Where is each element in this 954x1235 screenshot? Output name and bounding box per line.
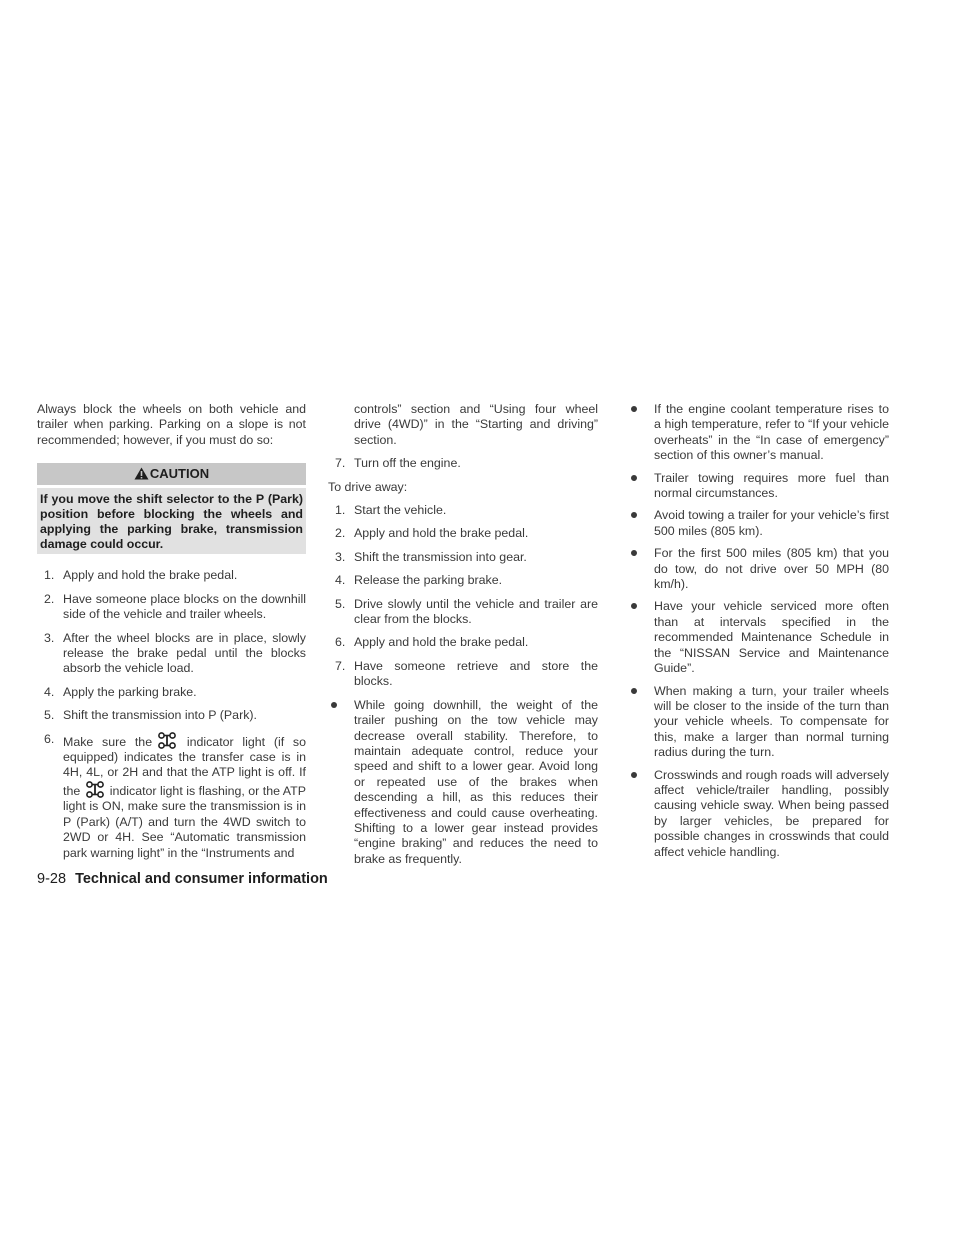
page-footer	[37, 871, 328, 887]
bullet-item: Crosswinds and rough roads will adversely affect vehicle/trailer handling, possibly causing vehicle sway. When being passed by larger vehicles, be prepared for possible changes in crosswinds that could affect vehicle handling.	[628, 768, 889, 860]
bullet-item: While going downhill, the weight of the trailer pushing on the tow vehicle may decrease overall stability. Therefore, to maintain adequate control, reduce your speed and shift to a lower gear. Avoid long or repeated use of the brakes when descending a hill, as this reduces their effectiveness and could cause overheating. Shifting to a lower gear instead provides “engine braking” and reduces the need to brake as frequently.	[328, 698, 598, 867]
list-item: 7. Turn off the engine.	[335, 456, 461, 471]
list-item: 5. Shift the transmission into P (Park).	[44, 708, 257, 723]
page-number: 9-28	[37, 871, 67, 887]
list-item: 2. Apply and hold the brake pedal.	[335, 526, 529, 541]
bullet-item: Have your vehicle serviced more often than at intervals specified in the recommended Maintenance Schedule in the “NISSAN Service and Maintenance Guide”.	[628, 599, 889, 676]
4wd-indicator-icon	[86, 781, 104, 798]
step7-list	[328, 456, 598, 471]
caution-text: If you move the shift selector to the P (Park) position before blocking the wheels and applying the parking brake, transmission damage could occur.	[37, 488, 306, 554]
column-middle	[328, 402, 598, 874]
list-item: 4. Release the parking brake.	[335, 573, 503, 588]
column-left	[37, 402, 306, 869]
list-item: 7. Have someone retrieve and store the blocks.	[335, 658, 598, 689]
bullet-item: When making a turn, your trailer wheels will be closer to the inside of the turn than your vehicle wheels. To compensate for this, make a larger than normal turning radius during the turn.	[628, 684, 889, 761]
list-item: 5. Drive slowly until the vehicle and trailer are clear from the blocks.	[335, 596, 598, 627]
caution-header	[37, 463, 306, 485]
list-item: 1. Apply and hold the brake pedal.	[44, 568, 238, 583]
bullet-item: Avoid towing a trailer for your vehicle’s first 500 miles (805 km).	[628, 508, 889, 539]
intro-paragraph: Always block the wheels on both vehicle and trailer when parking. Parking on a slope is not recommended; however, if you must do so:	[37, 402, 306, 447]
downhill-bullet-list	[328, 698, 598, 867]
parking-steps-list	[37, 568, 306, 861]
bullet-item: For the first 500 miles (805 km) that you do tow, do not drive over 50 MPH (80 km/h).	[628, 546, 889, 592]
list-item: 6. Apply and hold the brake pedal.	[335, 635, 529, 650]
caution-title: CAUTION	[149, 466, 210, 482]
drive-away-heading: To drive away:	[328, 479, 408, 494]
list-item: 4. Apply the parking brake.	[44, 684, 197, 699]
column-right	[628, 402, 889, 867]
section-title: Technical and consumer information	[75, 871, 328, 887]
bullet-item: If the engine coolant temperature rises to a high temperature, refer to “If your vehicle overheats” in the “In case of emergency” section of this owner’s manual.	[628, 402, 889, 464]
drive-away-steps-list	[328, 503, 598, 690]
list-item: 1. Start the vehicle.	[335, 503, 447, 518]
towing-tips-list	[628, 402, 889, 860]
list-item: 3. Shift the transmission into gear.	[335, 549, 527, 564]
warning-triangle-icon	[134, 467, 149, 480]
list-item-step6: 6. Make sure the indicator light (if so equipped) indicates the transfer case is in 4H, 4L, or 2H and that the ATP light is off. If the indicator light is flashing, or the ATP light is ON, make sure the transmission is in P (Park) (A/T) and turn the 4WD switch to 2WD or 4H. See “Automatic transmission park warning light” in the “Instruments and	[44, 731, 306, 860]
bullet-item: Trailer towing requires more fuel than normal circumstances.	[628, 471, 889, 502]
list-item: 2. Have someone place blocks on the downhill side of the vehicle and trailer wheels.	[44, 591, 306, 622]
list-item: 3. After the wheel blocks are in place, slowly release the brake pedal until the blocks absorb the vehicle load.	[44, 630, 306, 676]
continuation-text: controls” section and “Using four wheel drive (4WD)” in the “Starting and driving” section.	[354, 402, 598, 447]
4wd-indicator-icon	[158, 732, 176, 749]
caution-box	[37, 463, 306, 554]
